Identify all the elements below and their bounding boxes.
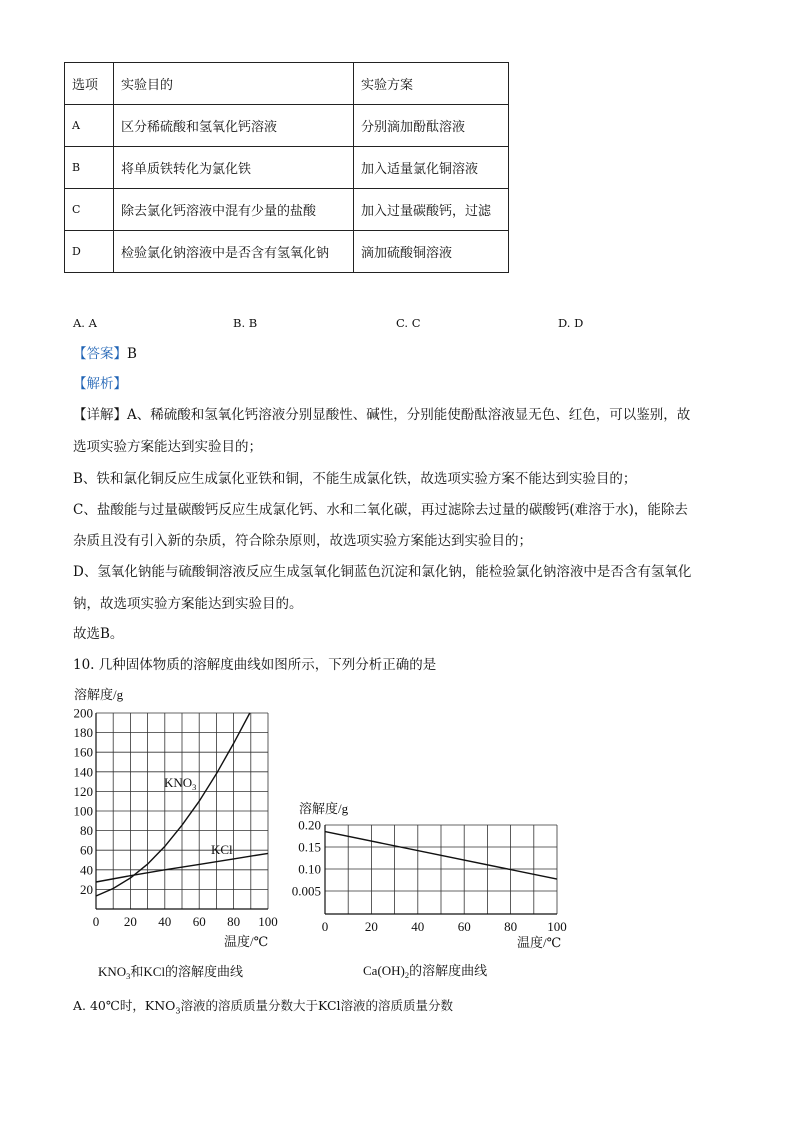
experiment-table	[64, 62, 509, 273]
question-10: 10. 几种固体物质的溶解度曲线如图所示，下列分析正确的是	[73, 657, 437, 673]
table-cell: 除去氯化钙溶液中混有少量的盐酸	[114, 189, 354, 231]
explanation-line	[73, 403, 690, 423]
y-tick-label: 100	[73, 803, 93, 819]
y-tick-label: 0.005	[291, 883, 321, 899]
y-tick-label: 140	[73, 764, 93, 780]
table-cell: 加入适量氯化铜溶液	[354, 147, 509, 189]
chart-caption: $KNO_3$和KCl的溶解度曲线	[98, 964, 244, 981]
explanation-line: 杂质且没有引入新的杂质，符合除杂原则，故选项实验方案能达到实验目的；	[73, 533, 532, 549]
chart-caption: $Ca(OH)_2$的溶解度曲线	[363, 963, 488, 980]
table-cell: 加入过量碳酸钙，过滤	[354, 189, 509, 231]
answer-tag: 【答案】	[73, 346, 127, 362]
x-tick-label: 20	[123, 914, 137, 929]
choice-d: D. D	[558, 316, 584, 330]
x-tick-label: 0	[92, 914, 100, 929]
answer-value: B	[127, 346, 137, 362]
table-cell: 分别滴加酚酞溶液	[354, 105, 509, 147]
table-cell: 滴加硫酸铜溶液	[354, 231, 509, 273]
table-row	[65, 189, 509, 231]
series-label-kcl: KCl	[211, 842, 233, 857]
y-tick-label: 180	[73, 725, 93, 741]
option-a-subscript: 3	[175, 1006, 181, 1016]
option-a-text-rest: 溶液的溶质质量分数大于KCl溶液的溶质质量分数	[180, 998, 454, 1013]
table-cell: A	[65, 105, 114, 147]
explanation-line: 选项实验方案能达到实验目的；	[73, 439, 262, 455]
choice-c: C. C	[396, 316, 421, 330]
table-cell: C	[65, 189, 114, 231]
explanation-line: 钠，故选项实验方案能达到实验目的。	[73, 596, 303, 612]
choice-b: B. B	[233, 316, 258, 330]
table-row	[65, 231, 509, 273]
kno3-kcl-solubility-chart	[60, 683, 300, 983]
x-tick-label: 60	[192, 914, 206, 929]
choice-a: A. A	[73, 316, 97, 330]
header-cell: 选项	[65, 63, 114, 105]
table-row	[65, 105, 509, 147]
option-a-line	[73, 996, 453, 1016]
explanation-tag: 【详解】	[73, 407, 127, 423]
y-tick-label: 80	[80, 823, 93, 839]
x-axis-label: 温度/℃	[517, 935, 562, 950]
x-tick-label: 100	[547, 919, 567, 934]
x-tick-label: 40	[158, 914, 172, 929]
x-tick-label: 20	[364, 919, 378, 934]
x-axis-label: 温度/℃	[224, 934, 269, 949]
option-a-text: A. 40℃时，KNO	[73, 998, 176, 1013]
y-tick-label: 60	[80, 842, 93, 858]
header-cell: 实验方案	[354, 63, 509, 105]
x-tick-label: 80	[504, 919, 518, 934]
series-label-kno3: $KNO_3$	[164, 775, 197, 792]
table-cell: D	[65, 231, 114, 273]
explanation-text: A、稀硫酸和氢氧化钙溶液分别显酸性、碱性，分别能使酚酞溶液显无色、红色，可以鉴别，故	[127, 407, 691, 423]
table-cell: B	[65, 147, 114, 189]
explanation-line: C、盐酸能与过量碳酸钙反应生成氯化钙、水和二氧化碳，再过滤除去过量的碳酸钙(难溶于水)，能除去	[73, 502, 688, 518]
explanation-line: B、铁和氯化铜反应生成氯化亚铁和铜，不能生成氯化铁，故选项实验方案不能达到实验目的；	[73, 471, 637, 487]
x-tick-label: 80	[227, 914, 241, 929]
x-tick-label: 60	[457, 919, 471, 934]
table-cell: 检验氯化钠溶液中是否含有氢氧化钠	[114, 231, 354, 273]
explanation-line: D、氢氧化钠能与硫酸铜溶液反应生成氢氧化铜蓝色沉淀和氯化钠，能检验氯化钠溶液中是否含有氢氧化	[73, 564, 692, 580]
table-header-row	[65, 63, 509, 105]
y-tick-label: 40	[80, 862, 93, 878]
y-tick-label: 20	[80, 881, 93, 897]
x-tick-label: 0	[321, 919, 329, 934]
analysis-tag: 【解析】	[73, 376, 127, 392]
y-axis-label: 溶解度/g	[74, 687, 124, 702]
y-tick-label: 0.10	[298, 861, 321, 877]
table-cell: 将单质铁转化为氯化铁	[114, 147, 354, 189]
table-cell: 区分稀硫酸和氢氧化钙溶液	[114, 105, 354, 147]
y-axis-label: 溶解度/g	[299, 801, 349, 816]
table-row	[65, 147, 509, 189]
explanation-line: 故选B。	[73, 626, 124, 642]
y-tick-label: 0.20	[298, 817, 321, 833]
y-tick-label: 120	[73, 783, 93, 799]
y-tick-label: 0.15	[298, 839, 321, 855]
y-tick-label: 160	[73, 744, 93, 760]
caoh2-solubility-chart	[285, 795, 585, 985]
header-cell: 实验目的	[114, 63, 354, 105]
x-tick-label: 100	[258, 914, 278, 929]
y-tick-label: 200	[73, 705, 93, 721]
answer-line	[73, 342, 137, 362]
x-tick-label: 40	[411, 919, 425, 934]
